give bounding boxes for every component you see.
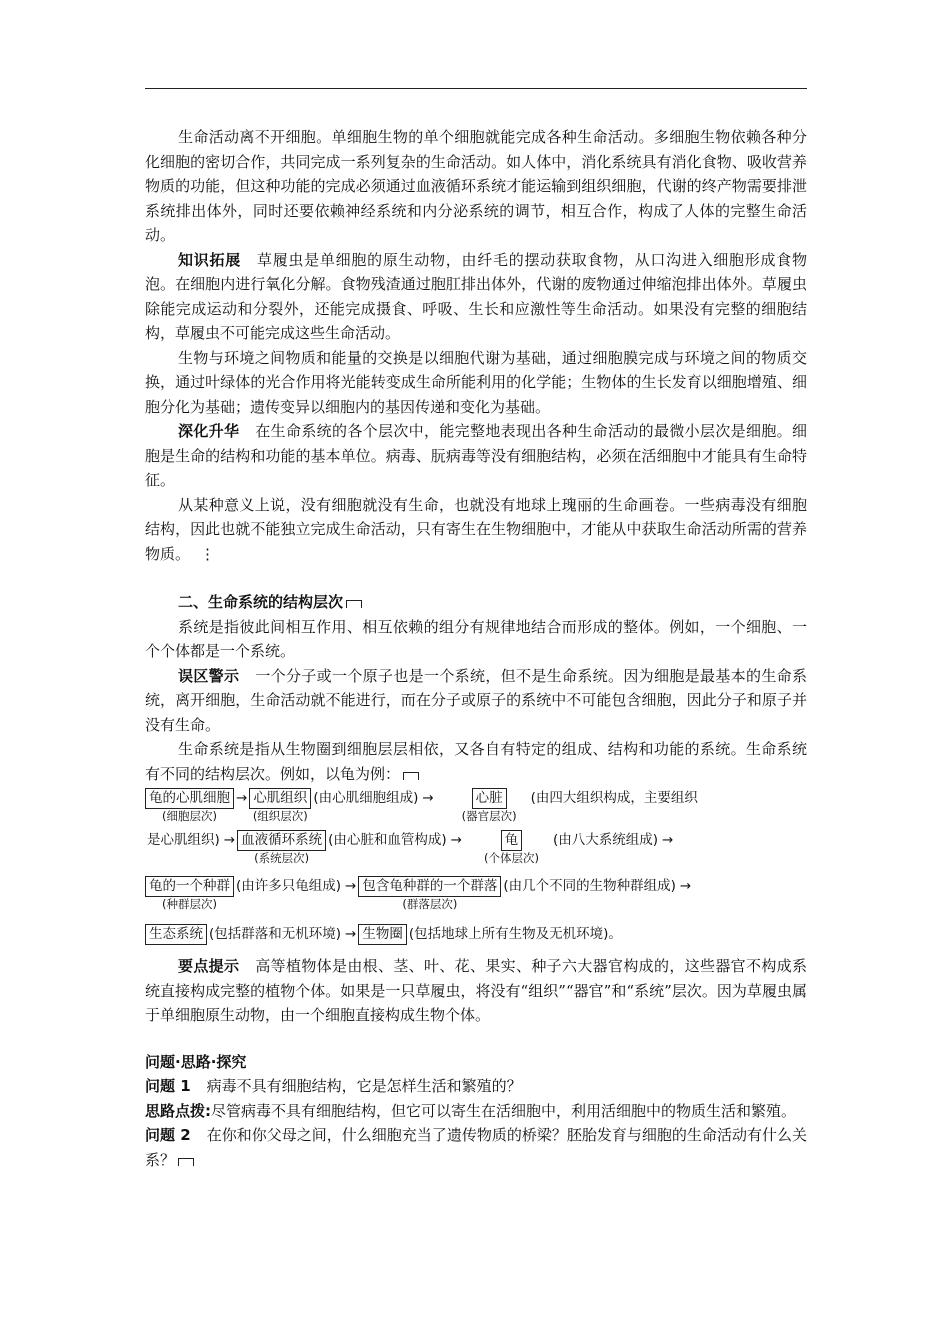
question-2 xyxy=(145,1123,807,1172)
arrow-icon: → xyxy=(422,790,434,806)
diagram-row-1 xyxy=(145,788,819,824)
question-1-text: 病毒不具有细胞结构，它是怎样生活和繁殖的？ xyxy=(206,1077,522,1095)
text-knowledge-extension: 草履虫是单细胞的原生动物，由纤毛的摆动获取食物，从口沟进入细胞形成食物泡。在细胞内进行氧化分解。食物残渣通过胞肛排出体外，代谢的废物通过伸缩泡排出体外。草履虫除能完成运动和分裂外，还能完成摄食、呼吸、生长和应激性等生命活动。如果没有完整的细胞结构，草履虫不可能完成这些生命活动。 xyxy=(145,250,807,342)
node-organ-level xyxy=(462,788,517,824)
answer-1-text: 尽管病毒不具有细胞结构，但它可以寄生在活细胞中，利用活细胞中的物质生活和繁殖。 xyxy=(211,1101,797,1120)
note-text: (由心脏和血管构成) xyxy=(328,832,447,848)
node-individual-level xyxy=(484,830,539,866)
anchor-mark-icon xyxy=(178,1158,194,1166)
label-misconception: 误区警示 xyxy=(178,666,240,685)
question-1 xyxy=(145,1074,807,1099)
page-content xyxy=(145,125,807,1172)
note-text: (由四大组织构成，主要组织 xyxy=(530,790,698,806)
label-knowledge-extension: 知识拓展 xyxy=(178,250,241,269)
box-turtle: 龟 xyxy=(501,830,523,851)
qa-heading: 问题·思路·探究 xyxy=(145,1052,247,1071)
text-virus: 从某种意义上说，没有细胞就没有生命，也就没有地球上瑰丽的生命画卷。一些病毒没有细胞结构，因此也就不能独立完成生命活动，只有寄生在生物细胞中，才能从中获取生命活动所需的营养物质。 xyxy=(145,495,807,563)
box-biosphere: 生物圈 xyxy=(358,924,407,945)
diagram-row-2 xyxy=(145,830,819,866)
note-text: (由许多只龟组成) xyxy=(236,878,342,894)
header-rule xyxy=(145,88,807,89)
level-label: (个体层次) xyxy=(483,851,539,865)
box-circulatory-system: 血液循环系统 xyxy=(237,830,326,851)
level-label: (群落层次) xyxy=(402,897,458,911)
box-community: 包含龟种群的一个群落 xyxy=(358,876,501,897)
level-label: (器官层次) xyxy=(461,809,517,823)
note-text: (包括地球上所有生物及无机环境)。 xyxy=(408,926,622,942)
box-ecosystem: 生态系统 xyxy=(145,924,207,945)
box-turtle-heart-cell: 龟的心肌细胞 xyxy=(145,788,234,809)
text-life-system: 生命系统是指从生物圈到细胞层层相依，又各自有特定的组成、结构和功能的系统。生命系统有不同的结构层次。例如，以龟为例： xyxy=(145,740,807,783)
note-text: (包括群落和无机环境) xyxy=(209,926,342,942)
label-key-points: 要点提示 xyxy=(178,957,240,975)
answer-1-label: 思路点拨: xyxy=(145,1101,211,1120)
diagram-row-4 xyxy=(145,924,819,945)
node-biosphere-level xyxy=(358,924,407,945)
paragraph-life-activity: 生命活动离不开细胞。单细胞生物的单个细胞就能完成各种生命活动。多细胞生物依赖各种分化细胞的密切合作，共同完成一系列复杂的生命活动。如人体中，消化系统具有消化食物、吸收营养物质的功能，但这种功能的完成必须通过血液循环系统才能运输到组织细胞，代谢的终产物需要排泄系统排出体外，同时还要依赖神经系统和内分泌系统的调节，相互合作，构成了人体的完整生命活动。 xyxy=(145,128,807,244)
node-community-level xyxy=(358,876,501,912)
answer-1 xyxy=(145,1099,807,1124)
note-text: 是心肌组织) xyxy=(147,832,220,848)
paragraph-key-points xyxy=(145,954,807,1028)
box-heart-tissue: 心肌组织 xyxy=(249,788,311,809)
arrow-icon: → xyxy=(679,878,692,894)
level-label: (细胞层次) xyxy=(162,809,217,823)
question-2-label: 问题 2 xyxy=(145,1126,191,1144)
arrow-icon: → xyxy=(450,832,462,848)
paragraph-knowledge-extension xyxy=(145,248,807,346)
note-text: (由八大系统组成) xyxy=(552,832,658,848)
anchor-mark-icon xyxy=(403,772,419,780)
level-label: (系统层次) xyxy=(254,851,310,865)
arrow-icon: → xyxy=(236,790,248,806)
paragraph-deepen xyxy=(145,419,807,493)
level-label: (组织层次) xyxy=(252,809,308,823)
paragraph-system-def: 系统是指彼此间相互作用、相互依赖的组分有规律地结合而形成的整体。例如，一个细胞、一个个体都是一个系统。 xyxy=(145,617,807,660)
section-heading-text: 二、生命系统的结构层次 xyxy=(178,593,344,611)
arrow-icon: → xyxy=(661,832,674,848)
arrow-icon: → xyxy=(345,926,357,942)
node-population-level xyxy=(145,876,234,912)
node-tissue-level xyxy=(249,788,311,824)
text-key-points: 高等植物体是由根、茎、叶、花、果实、种子六大器官构成的，这些器官不构成系统直接构成完整的植物个体。如果是一只草履虫，将没有“组织”“器官”和“系统”层次。因为草履虫属于单细胞原生动物，由一个细胞直接构成生物个体。 xyxy=(145,957,807,1024)
arrow-icon: → xyxy=(345,878,357,894)
note-text: (由心肌细胞组成) xyxy=(313,790,419,806)
question-2-text: 在你和你父母之间，什么细胞充当了遗传物质的桥梁？胚胎发育与细胞的生命活动有什么关系？ xyxy=(145,1126,807,1169)
anchor-mark-icon xyxy=(346,600,362,608)
box-turtle-population: 龟的一个种群 xyxy=(145,876,234,897)
arrow-icon: → xyxy=(223,832,236,848)
diagram-row-3 xyxy=(145,876,819,912)
label-deepen: 深化升华 xyxy=(178,422,240,440)
paragraph-life-system xyxy=(145,737,807,786)
paragraph-virus xyxy=(145,493,807,567)
note-text: (由几个不同的生物种群组成) xyxy=(503,878,676,894)
node-cell-level xyxy=(145,788,234,824)
qa-section xyxy=(145,1050,807,1173)
node-system-level xyxy=(237,830,326,866)
text-deepen: 在生命系统的各个层次中，能完整地表现出各种生命活动的最微小层次是细胞。细胞是生命的结构和功能的基本单位。病毒、朊病毒等没有细胞结构，必须在活细胞中才能具有生命特征。 xyxy=(145,422,807,489)
text-misconception: 一个分子或一个原子也是一个系统，但不是生命系统。因为细胞是最基本的生命系统，离开细胞，生命活动就不能进行，而在分子或原子的系统中不可能包含细胞，因此分子和原子并没有生命。 xyxy=(145,666,807,734)
level-label: (种群层次) xyxy=(162,897,217,911)
box-heart: 心脏 xyxy=(472,788,507,809)
node-ecosystem-level xyxy=(145,924,207,945)
hierarchy-diagram xyxy=(145,788,807,948)
paragraph-exchange: 生物与环境之间物质和能量的交换是以细胞代谢为基础，通过细胞膜完成与环境之间的物质交换，通过叶绿体的光合作用将光能转变成生命所能利用的化学能；生物体的生长发育以细胞增殖、细胞分化为基础；遗传变异以细胞内的基因传递和变化为基础。 xyxy=(145,348,807,416)
section-heading xyxy=(145,590,807,615)
paragraph-misconception xyxy=(145,664,807,738)
ellipsis-mark: ⋮ xyxy=(200,544,216,563)
question-1-label: 问题 1 xyxy=(145,1077,191,1095)
